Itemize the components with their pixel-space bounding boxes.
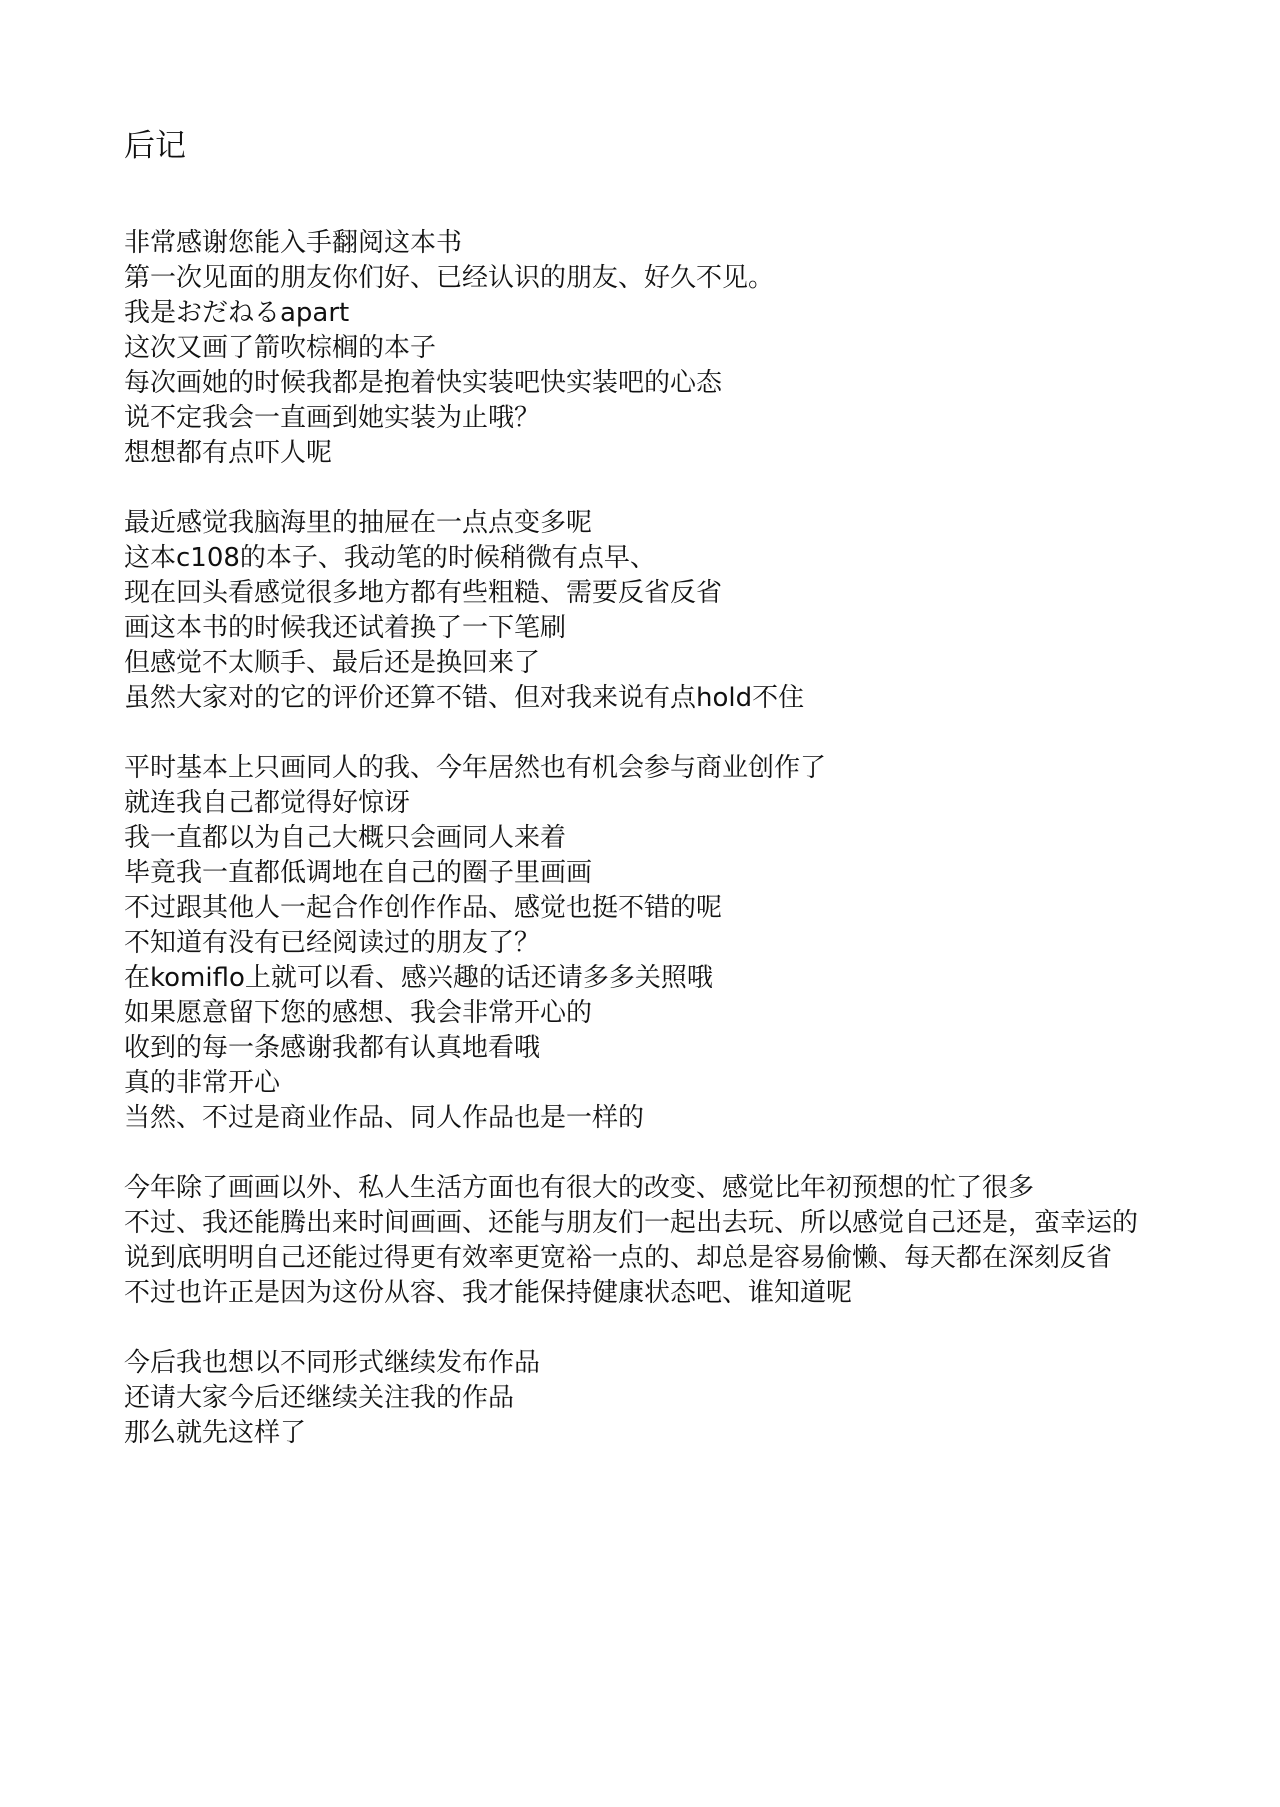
text-line: 收到的每一条感谢我都有认真地看哦 [124,1033,541,1063]
text-line: 说不定我会一直画到她实装为止哦？ [124,403,541,433]
text-line: 说到底明明自己还能过得更有效率更宽裕一点的、却总是容易偷懒、每天都在深刻反省 [124,1243,1113,1273]
text-line: 就连我自己都觉得好惊讶 [124,788,411,818]
text-line: 毕竟我一直都低调地在自己的圈子里画画 [124,858,593,888]
text-line: 今后我也想以不同形式继续发布作品 [124,1348,541,1378]
paragraph [124,751,1244,1136]
text-line: 想想都有点吓人呢 [124,438,333,468]
text-line: 在komiflo上就可以看、感兴趣的话还请多多关照哦 [124,963,713,993]
text-line: 如果愿意留下您的感想、我会非常开心的 [124,998,593,1028]
text-line: 不过、我还能腾出来时间画画、还能与朋友们一起出去玩、所以感觉自己还是，蛮幸运的 [124,1208,1139,1238]
text-line: 这次又画了箭吹棕榈的本子 [124,333,437,363]
text-line: 不过也许正是因为这份从容、我才能保持健康状态吧、谁知道呢 [124,1278,853,1308]
paragraph [124,1346,1244,1451]
text-line: 但感觉不太顺手、最后还是换回来了 [124,648,541,678]
text-line: 第一次见面的朋友你们好、已经认识的朋友、好久不见。 [124,263,775,293]
text-line: 最近感觉我脑海里的抽屉在一点点变多呢 [124,508,593,538]
text-line: 真的非常开心 [124,1068,281,1098]
text-line: 画这本书的时候我还试着换了一下笔刷 [124,613,567,643]
paragraph [124,1171,1244,1311]
text-line: 当然、不过是商业作品、同人作品也是一样的 [124,1103,645,1133]
text-line: 不知道有没有已经阅读过的朋友了？ [124,928,541,958]
text-line: 我是おだねるapart [124,298,350,328]
text-line: 那么就先这样了 [124,1418,307,1448]
text-line: 我一直都以为自己大概只会画同人来着 [124,823,567,853]
text-line: 非常感谢您能入手翻阅这本书 [124,228,463,258]
paragraph [124,226,1244,471]
text-line: 平时基本上只画同人的我、今年居然也有机会参与商业创作了 [124,753,827,783]
text-line: 这本c108的本子、我动笔的时候稍微有点早、 [124,543,656,573]
afterword-body [124,226,1244,1486]
text-line: 每次画她的时候我都是抱着快实装吧快实装吧的心态 [124,368,723,398]
text-line: 不过跟其他人一起合作创作作品、感觉也挺不错的呢 [124,893,723,923]
text-line: 现在回头看感觉很多地方都有些粗糙、需要反省反省 [124,578,723,608]
text-line: 虽然大家对的它的评价还算不错、但对我来说有点hold不住 [124,683,805,713]
text-line: 还请大家今后还继续关注我的作品 [124,1383,515,1413]
paragraph [124,506,1244,716]
page-title: 后记 [124,128,186,164]
text-line: 今年除了画画以外、私人生活方面也有很大的改变、感觉比年初预想的忙了很多 [124,1173,1035,1203]
